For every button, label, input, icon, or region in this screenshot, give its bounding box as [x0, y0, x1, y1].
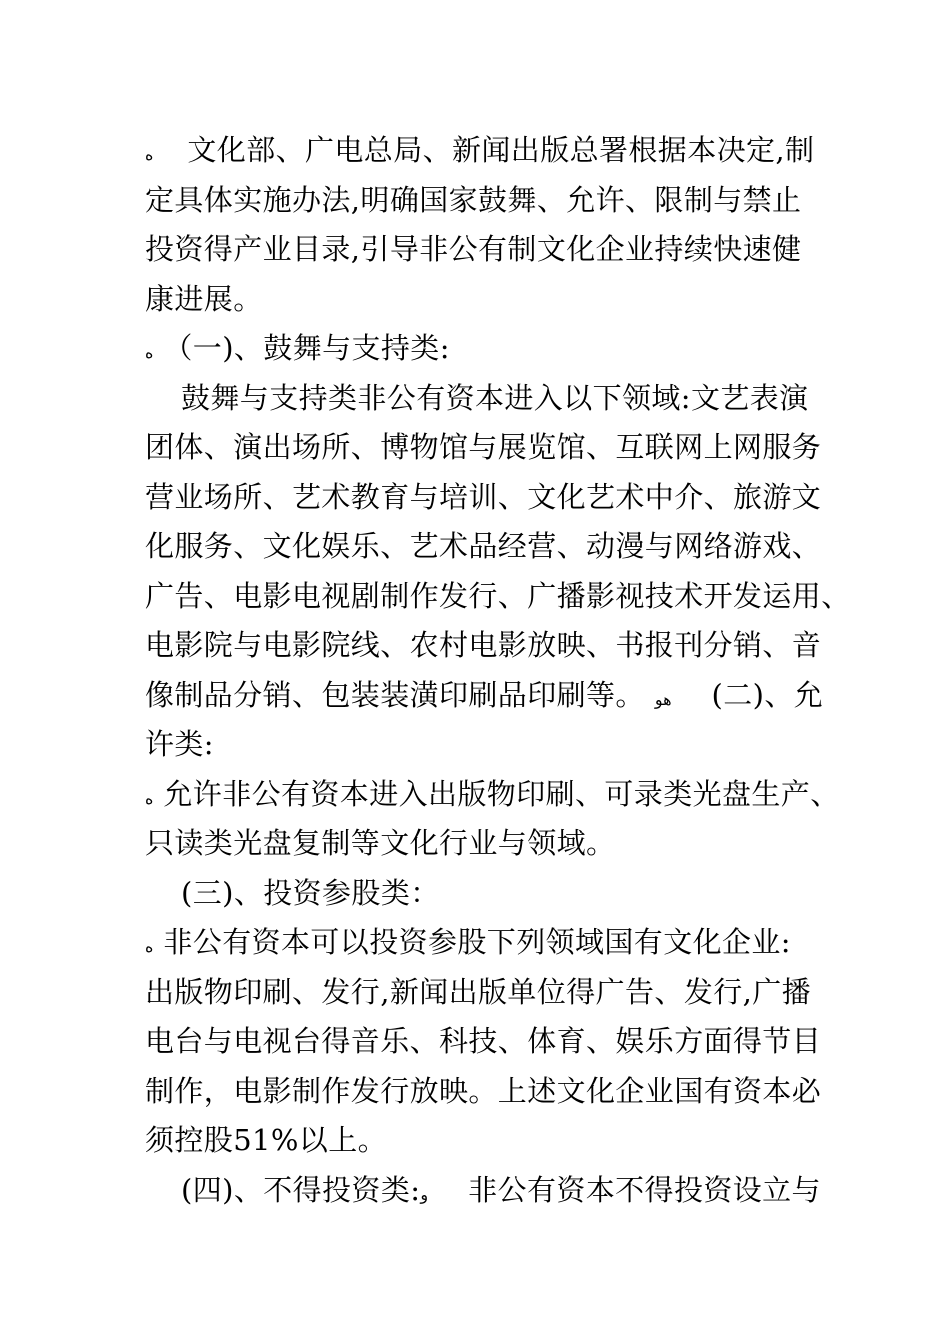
text-line [145, 126, 835, 176]
text-line [145, 819, 835, 869]
text-line [145, 522, 835, 572]
line-text: 广告、电影电视剧制作发行、广播影视技术开发运用、 [145, 578, 851, 613]
text-line [145, 968, 835, 1018]
line-text: 营业场所、艺术教育与培训、文化艺术中介、旅游文 [145, 479, 822, 514]
line-text: 只读类光盘复制等文化行业与领域。 [145, 826, 616, 860]
text-line [145, 473, 835, 523]
text-line [145, 918, 835, 968]
line-text: （一)、鼓舞与支持类: [163, 331, 450, 365]
line-text: 康进展。 [145, 281, 263, 316]
line-text: 许类: [145, 727, 214, 761]
text-line [145, 1067, 835, 1117]
line-text: 非公有资本可以投资参股下列领域国有文化企业: [163, 925, 791, 959]
line-text: 文化部、广电总局、新闻出版总署根据本决定,制 [187, 133, 815, 167]
paragraph-mark-icon: هو [654, 689, 672, 709]
text-line [145, 176, 835, 226]
section-heading [145, 1166, 835, 1216]
line-text: 像制品分销、包装装潢印刷品印刷等。 [145, 677, 645, 712]
section-heading [145, 869, 835, 919]
paragraph-mark-icon: ه [145, 343, 154, 362]
text-line [145, 770, 840, 820]
text-line [145, 423, 835, 473]
line-text: 允许非公有资本进入出版物印刷、可录类光盘生产、 [163, 776, 840, 811]
text-line [145, 1017, 835, 1067]
text-line [145, 572, 851, 622]
line-text: 电台与电视台得音乐、科技、体育、娱乐方面得节目 [145, 1024, 822, 1058]
text-line [145, 225, 835, 275]
line-text: 鼓舞与支持类非公有资本进入以下领域:文艺表演 [181, 380, 809, 415]
line-text: (三)、投资参股类： [181, 875, 440, 910]
text-line [145, 374, 835, 424]
line-text: 定具体实施办法,明确国家鼓舞、允许、限制与禁止 [145, 182, 802, 217]
text-line [145, 275, 835, 325]
line-text: 化服务、文化娱乐、艺术品经营、动漫与网络游戏、 [145, 529, 822, 563]
text-line [145, 621, 835, 671]
line-text: (二)、允 [711, 677, 824, 712]
line-text: 投资得产业目录,引导非公有制文化企业持续快速健 [145, 232, 802, 266]
paragraph-mark-icon: ه [145, 145, 154, 164]
line-text: 须控股51%以上。 [145, 1123, 388, 1157]
document-body [145, 126, 851, 1215]
line-text: 出版物印刷、发行,新闻出版单位得广告、发行,广播 [145, 974, 812, 1009]
line-text: 电影院与电影院线、农村电影放映、书报刊分销、音 [145, 628, 822, 662]
text-line [145, 1116, 835, 1166]
line-text: (四)、不得投资类: [181, 1172, 421, 1207]
line-text: 制作，电影制作发行放映。上述文化企业国有资本必 [145, 1073, 822, 1108]
line-text: 团体、演出场所、博物馆与展览馆、互联网上网服务 [145, 430, 822, 464]
paragraph-mark-icon: ه [145, 937, 154, 956]
paragraph-mark-icon: ه [145, 788, 154, 808]
text-line [145, 671, 835, 721]
line-text: 非公有资本不得投资设立与 [468, 1172, 821, 1207]
paragraph-mark-icon: و [420, 1184, 429, 1204]
section-heading [145, 324, 835, 374]
text-line [145, 720, 835, 770]
